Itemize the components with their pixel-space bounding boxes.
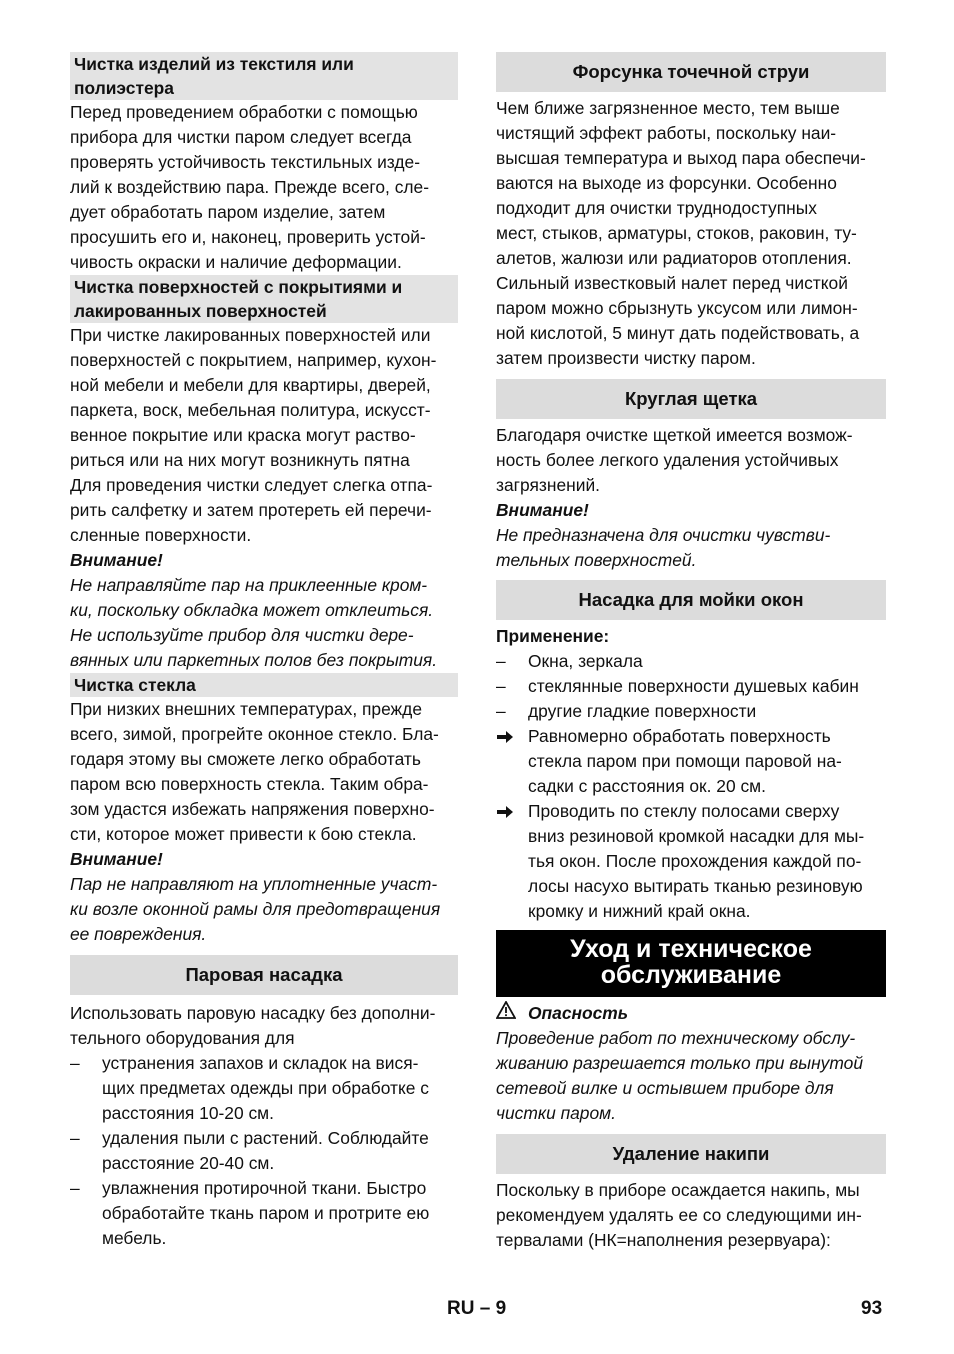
arrow-right-icon — [496, 799, 528, 924]
section-heading-steam-nozzle: Паровая насадка — [70, 955, 458, 995]
heading-textile: Чистка изделий из текстиля или полиэстера — [70, 52, 458, 100]
paragraph-coated-surfaces: При чистке лакированных поверхностей или поверхностей с покрытием, например, кухон- ной мебели и мебели для квартиры, дверей, паркета, воск, мебельная политура, искусст- венное покрытие или краска могут раство- риться или на них могут возникнуть пятна Для проведения чистки следует слегка отпа- рить салфетку и затем протереть ей перечи- сленные поверхности. — [70, 325, 437, 545]
warning-text: Пар не направляют на уплотненные участ- ки возле оконной рамы для предотвращения ее повреждения. — [70, 874, 441, 944]
list-item: – увлажнения протирочной ткани. Быстро обработайте ткань паром и протрите ею мебель. — [70, 1176, 458, 1251]
list-item: – устранения запахов и складок на вися- щих предметах одежды при обработке с расстояния 10-20 см. — [70, 1051, 458, 1126]
list-item: – Окна, зеркала — [496, 649, 886, 674]
paragraph-descaling: Поскольку в приборе осаждается накипь, мы рекомендуем удалять ее со следующими ин- тервалами (НК=наполнения резервуара): — [496, 1180, 862, 1250]
dash-bullet: – — [496, 676, 506, 696]
dash-bullet: – — [70, 1178, 80, 1198]
paragraph-round-brush: Благодаря очистке щеткой имеется возмож- ность более легкого удаления устойчивых загрязнений. — [496, 425, 853, 495]
paragraph-glass: При низких внешних температурах, прежде всего, зимой, прогрейте оконное стекло. Бла- годаря этому вы сможете легко обработать паром всю поверхность стекла. Таким обра- зом удастся избежать напряжения поверхно- сти, которое может привести к бою стекла. — [70, 699, 439, 844]
warning-triangle-icon — [496, 1001, 528, 1026]
paragraph-textile: Перед проведением обработки с помощью прибора для чистки паром следует всегда проверять устойчивость текстильных изде- лий к воздействию пара. Прежде всего, сле- дует обработать паром изделие, затем просушить его и, наконец, проверить устой- чивость окраски и наличие деформации. — [70, 102, 430, 272]
danger-text: Проведение работ по техническому обслу- живанию разрешается только при вынутой сетевой вилке и остывшем приборе для чистки паром. — [496, 1028, 864, 1123]
dash-bullet: – — [70, 1053, 80, 1073]
warning-title: Внимание! — [70, 550, 163, 570]
danger-title: Опасность — [496, 1001, 886, 1026]
warning-title: Внимание! — [70, 849, 163, 869]
page-label: RU – 9 — [447, 1298, 507, 1319]
heading-glass: Чистка стекла — [70, 673, 458, 697]
section-heading-descaling: Удаление накипи — [496, 1134, 886, 1174]
warning-text: Не направляйте пар на приклеенные кром- ки, поскольку обкладка может отклеиться. Не используйте прибор для чистки дере- вянных или паркетных полов без покрытия. — [70, 575, 438, 670]
list-item: – стеклянные поверхности душевых кабин — [496, 674, 886, 699]
list-item: – удаления пыли с растений. Соблюдайте расстояние 20-40 см. — [70, 1126, 458, 1176]
paragraph-steam-nozzle: Использовать паровую насадку без дополни- тельного оборудования для — [70, 1003, 436, 1048]
step-item: Равномерно обработать поверхность стекла паром при помощи паровой на- садки с расстояния ок. 20 см. — [496, 724, 886, 799]
dash-bullet: – — [70, 1128, 80, 1148]
arrow-right-icon — [496, 724, 528, 799]
paragraph-jet-nozzle: Чем ближе загрязненное место, тем выше чистящий эффект работы, поскольку наи- высшая температура и выход пара обеспечи- ваются на выходе из форсунки. Особенно подходит для очистки труднодоступных мест, стыков, арматуры, стоков, раковин, ту- алетов, жалюзи или радиаторов отопления. Сильный известковый налет перед чисткой паром можно сбрызнуть уксусом или лимон- ной кислотой, 5 минут дать подействовать, а затем произвести чистку паром. — [496, 98, 866, 368]
step-item: Проводить по стеклу полосами сверху вниз резиновой кромкой насадки для мы- тья окон. После прохождения каждой по- лосы насухо вытирать тканью резиновую кромку и нижний край окна. — [496, 799, 886, 924]
heading-coated-surfaces: Чистка поверхностей с покрытиями и лакированных поверхностей — [70, 275, 458, 323]
section-heading-jet-nozzle: Форсунка точечной струи — [496, 52, 886, 92]
usage-title: Применение: — [496, 626, 610, 646]
dash-bullet: – — [496, 651, 506, 671]
section-heading-window-nozzle: Насадка для мойки окон — [496, 580, 886, 620]
page-number: 93 — [861, 1298, 883, 1319]
chapter-heading-maintenance: Уход и техническое обслуживание — [496, 930, 886, 997]
list-item: – другие гладкие поверхности — [496, 699, 886, 724]
warning-title: Внимание! — [496, 500, 589, 520]
section-heading-round-brush: Круглая щетка — [496, 379, 886, 419]
warning-text: Не предназначена для очистки чувстви- тельных поверхностей. — [496, 525, 831, 570]
left-column — [70, 52, 458, 1251]
right-column — [496, 52, 886, 1253]
dash-bullet: – — [496, 701, 506, 721]
